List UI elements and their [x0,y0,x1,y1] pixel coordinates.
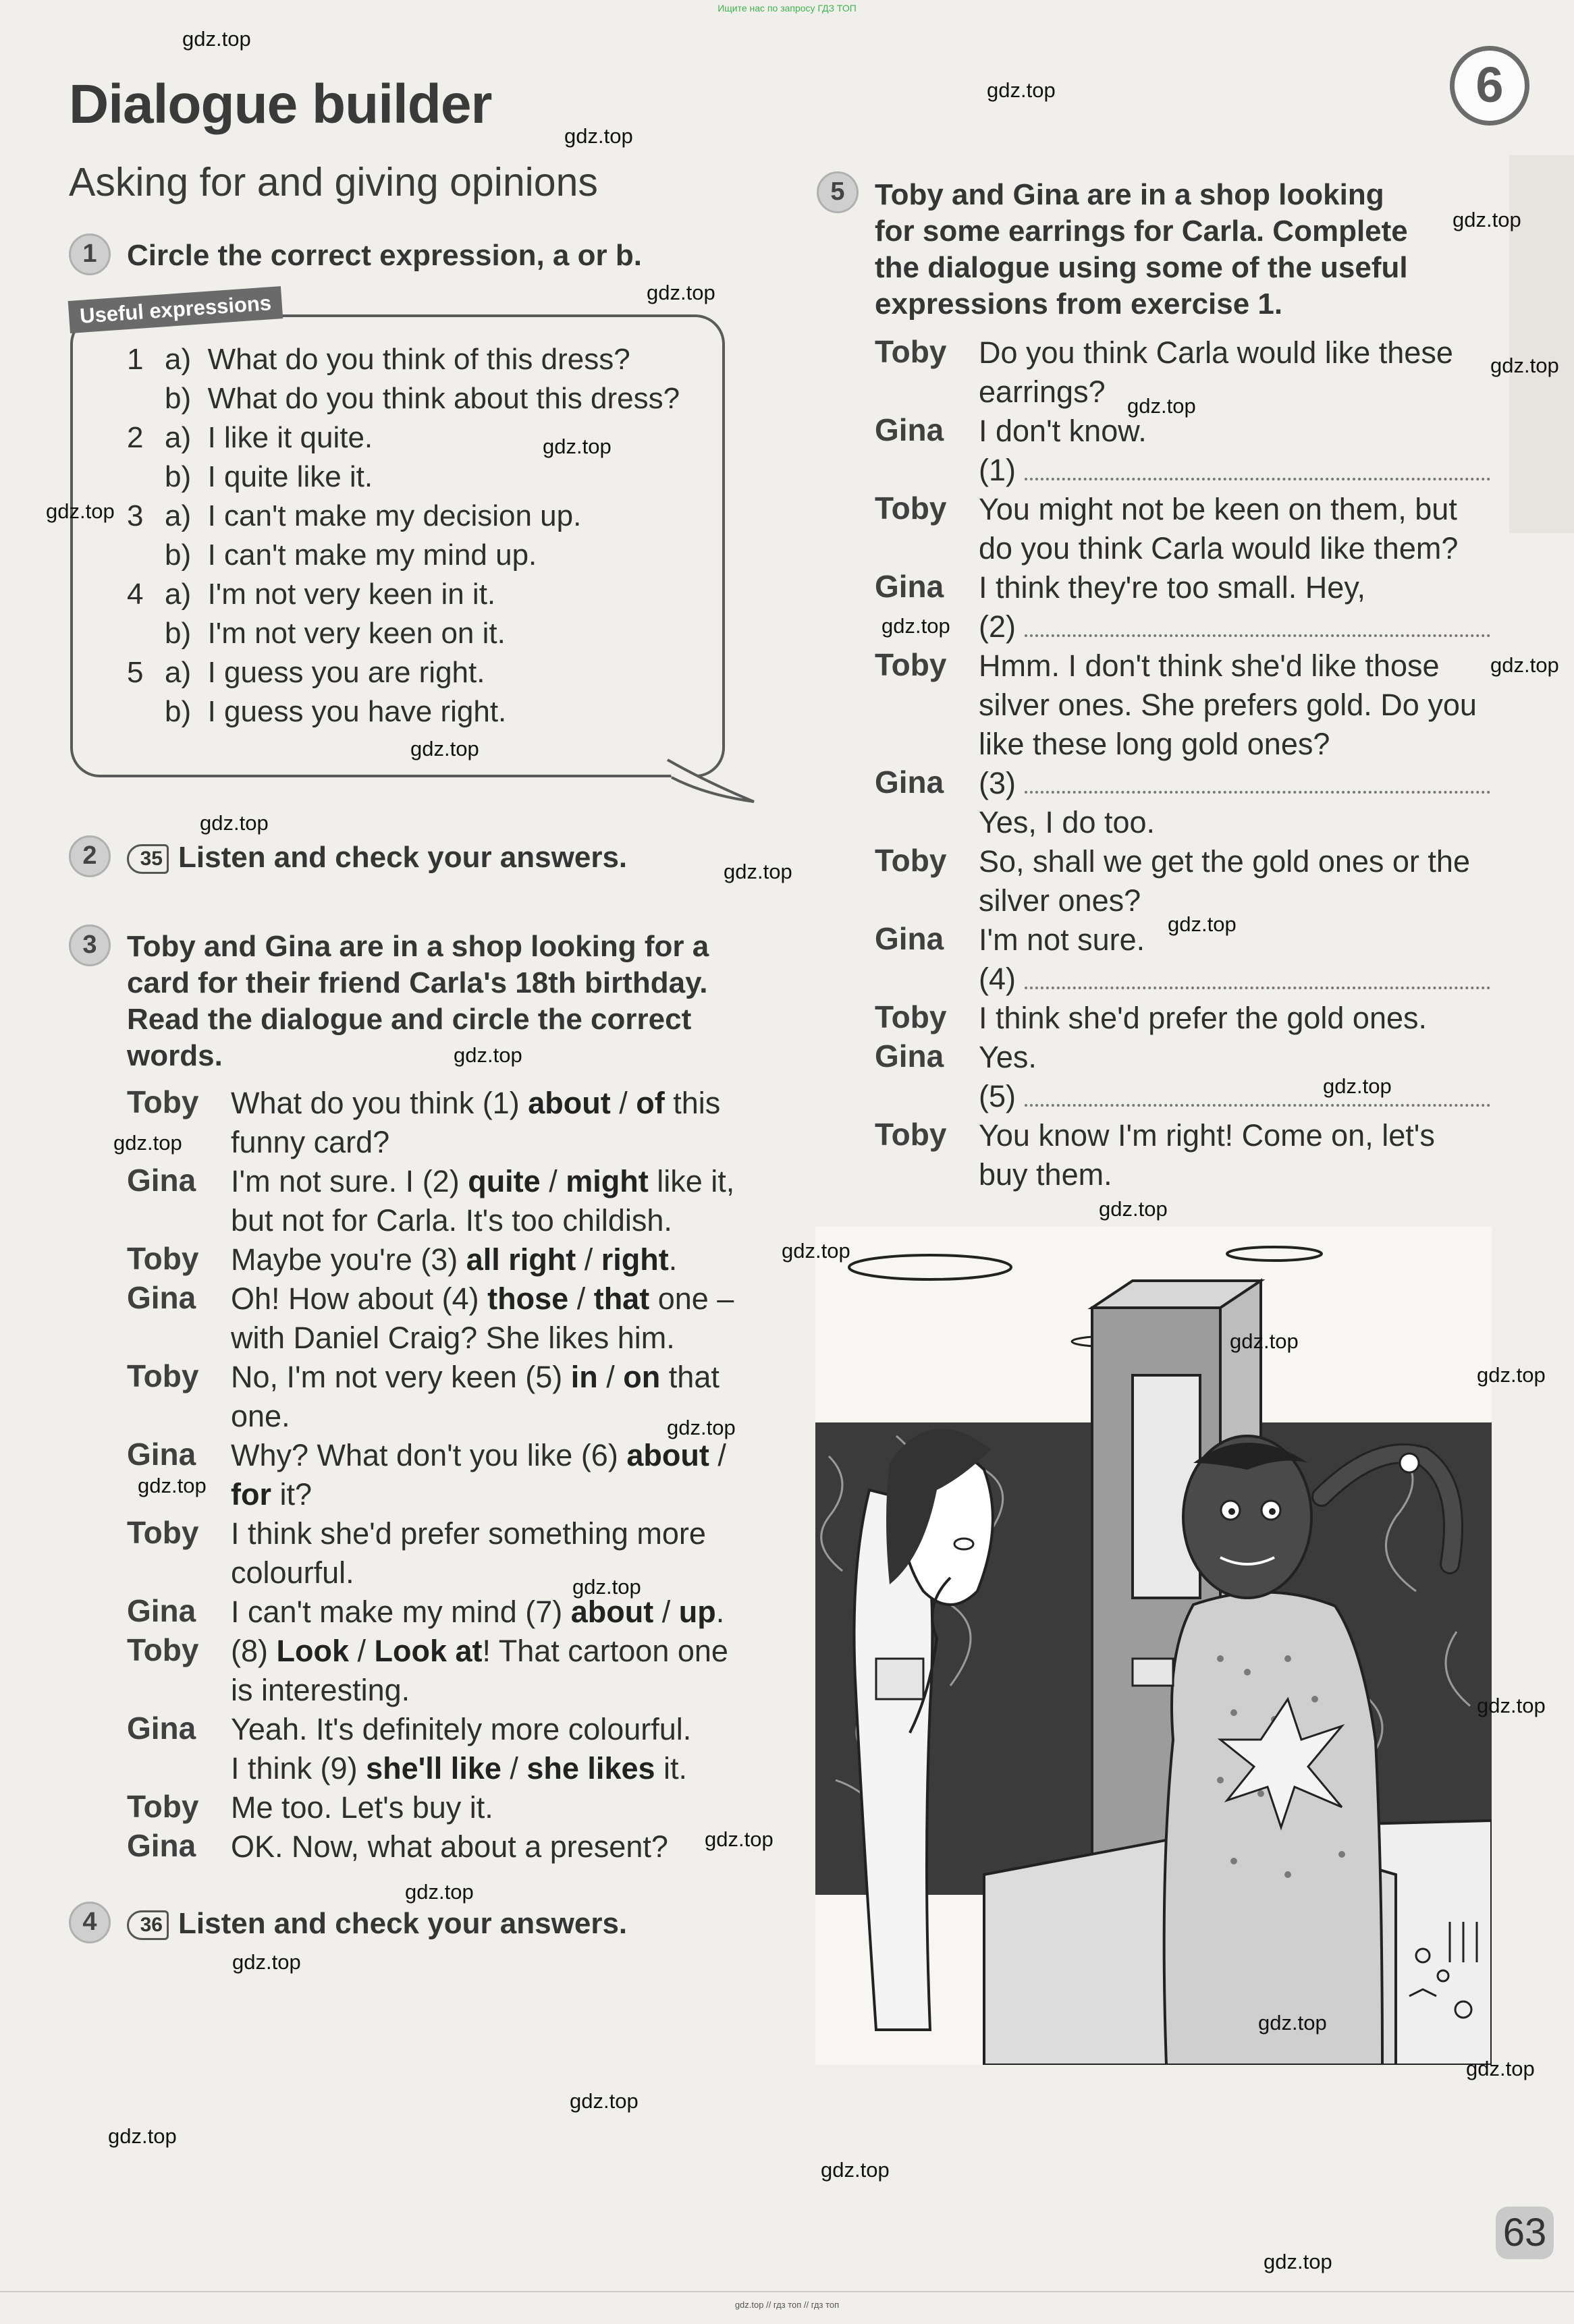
watermark: gdz.top [1127,394,1196,418]
speaker-name: Gina [875,921,944,956]
watermark: gdz.top [405,1880,474,1904]
exercise-heading: 36 Listen and check your answers. [127,1906,627,1942]
dialogue-line: I can't make my mind (7) about / up. [231,1595,725,1629]
speaker-name: Gina [875,412,944,447]
watermark: gdz.top [570,2089,639,2113]
answer-gap[interactable] [1025,964,1490,989]
shop-illustration [815,1227,1492,2065]
watermark: gdz.top [543,435,612,458]
watermark: gdz.top [564,124,633,148]
watermark: gdz.top [1323,1074,1392,1098]
dialogue-line: I think she'd prefer something more colourful. [231,1516,706,1590]
watermark: gdz.top [1477,1363,1546,1387]
dialogue-line: You know I'm right! Come on, let's buy them. [979,1118,1435,1192]
option-a: a) I can't make my decision up. [165,499,582,532]
exercise-number: 4 [69,1902,111,1943]
watermark: gdz.top [1258,2011,1327,2035]
exercise-heading: Circle the correct expression, a or b. [127,239,642,272]
exercise-heading: Toby and Gina are in a shop looking for some earrings for Carla. Complete the dialogue using some of the useful expressions from exercise 1. [875,178,1408,321]
dialogue-line: Yes. (5) [979,1038,1498,1116]
dialogue-line: Hmm. I don't think she'd like those silver ones. She prefers gold. Do you like these long gold ones? [979,648,1477,761]
watermark: gdz.top [881,614,950,638]
speaker-name: Toby [127,1632,199,1667]
dialogue-line: You might not be keen on them, but do you think Carla would like them? [979,492,1459,565]
watermark: gdz.top [108,2124,177,2148]
speaker-name: Toby [127,1515,199,1550]
option-b: b) I guess you have right. [165,695,507,728]
speaker-name: Gina [127,1593,196,1628]
option-number: 2 [127,421,144,454]
exercise-number: 1 [69,233,111,275]
audio-track-icon: 36 [127,1910,169,1940]
speaker-name: Toby [875,999,947,1034]
speaker-name: Toby [127,1789,199,1824]
watermark: gdz.top [232,1950,301,1974]
watermark: gdz.top [782,1239,850,1263]
option-a: a) What do you think of this dress? [165,343,630,376]
dialogue-line: Why? What don't you like (6) about / for it? [231,1438,726,1512]
option-b: b) What do you think about this dress? [165,382,680,415]
speaker-name: Toby [127,1241,199,1276]
speech-bubble-tail [665,754,759,808]
dialogue-line: So, shall we get the gold ones or the silver ones? [979,844,1470,918]
watermark: gdz.top [987,78,1056,102]
option-a: a) I like it quite. [165,421,373,454]
top-note: Ищите нас по запросу ГДЗ ТОП [717,3,857,13]
dialogue-line: No, I'm not very keen (5) in / on that one. [231,1360,720,1433]
watermark: gdz.top [113,1131,182,1155]
speaker-name: Toby [875,491,947,526]
exercise-heading: Toby and Gina are in a shop looking for a card for their friend Carla's 18th birthday. Read the dialogue and circle the correct words. [127,930,709,1072]
speaker-name: Gina [875,1039,944,1074]
watermark: gdz.top [1477,1694,1546,1717]
dialogue-line: What do you think (1) about / of this funny card? [231,1086,721,1159]
watermark: gdz.top [1490,653,1559,677]
dialogue-line: I think she'd prefer the gold ones. [979,1001,1428,1035]
speaker-name: Toby [875,647,947,682]
answer-gap[interactable] [1025,768,1490,794]
unit-badge: 6 [1450,46,1529,126]
watermark: gdz.top [667,1416,736,1439]
option-number: 1 [127,343,144,376]
watermark: gdz.top [1490,354,1559,377]
watermark: gdz.top [821,2158,890,2182]
useful-expressions-tag: Useful expressions [68,286,283,333]
dialogue-line: I think they're too small. Hey, (2) [979,568,1498,646]
option-b: b) I'm not very keen on it. [165,617,506,650]
speaker-name: Gina [127,1711,196,1746]
dialogue-line: Me too. Let's buy it. [231,1790,493,1825]
watermark: gdz.top [1264,2250,1332,2273]
speaker-name: Gina [875,569,944,604]
answer-gap[interactable] [1025,611,1490,637]
speaker-name: Gina [127,1437,196,1472]
watermark: gdz.top [46,499,115,523]
speaker-name: Gina [127,1163,196,1198]
option-number: 4 [127,578,144,611]
exercise-number: 5 [817,171,859,213]
dialogue-line: (8) Look / Look at! That cartoon one is interesting. [231,1634,728,1707]
answer-gap[interactable] [1025,1081,1490,1107]
option-a: a) I'm not very keen in it. [165,578,496,611]
watermark: gdz.top [724,860,792,883]
watermark: gdz.top [1168,912,1237,936]
dialogue-line: Yeah. It's definitely more colourful. I think (9) she'll like / she likes it. [231,1712,692,1786]
watermark: gdz.top [572,1575,641,1599]
audio-track-icon: 35 [127,844,169,874]
page-title: Dialogue builder [69,74,492,135]
watermark: gdz.top [647,281,715,304]
page-number: 63 [1496,2207,1554,2259]
watermark: gdz.top [1453,208,1521,231]
watermark: gdz.top [200,811,269,835]
page-subtitle: Asking for and giving opinions [69,160,598,204]
option-a: a) I guess you are right. [165,656,485,689]
speaker-name: Gina [127,1828,196,1863]
exercise-number: 3 [69,924,111,966]
dialogue-line: I don't know. (1) [979,412,1498,490]
bottom-note: gdz.top // гдз топ // гдз топ [734,2300,840,2310]
speaker-name: Toby [127,1358,199,1393]
exercise-heading: 35 Listen and check your answers. [127,839,627,876]
speaker-name: Toby [875,843,947,878]
dialogue-line: I'm not sure. (4) [979,920,1498,999]
dialogue-line: OK. Now, what about a present? [231,1829,668,1864]
watermark: gdz.top [410,737,479,760]
watermark: gdz.top [138,1474,207,1497]
watermark: gdz.top [454,1043,522,1067]
dialogue-line: Do you think Carla would like these earrings? [979,335,1453,409]
speaker-name: Gina [875,765,944,800]
speaker-name: Toby [875,1117,947,1152]
option-number: 5 [127,656,144,689]
exercise-number: 2 [69,835,111,877]
option-b: b) I can't make my mind up. [165,538,537,572]
bottom-rule [0,2291,1574,2292]
speaker-name: Gina [127,1280,196,1315]
dialogue-line: Maybe you're (3) all right / right. [231,1242,678,1277]
watermark: gdz.top [1466,2057,1535,2080]
watermark: gdz.top [705,1827,774,1851]
option-number: 3 [127,499,144,532]
option-b: b) I quite like it. [165,460,373,493]
watermark: gdz.top [1099,1197,1168,1221]
answer-gap[interactable] [1025,455,1490,480]
speaker-name: Toby [875,334,947,369]
watermark: gdz.top [182,27,251,51]
dialogue-line: Oh! How about (4) those / that one – with Daniel Craig? She likes him. [231,1281,734,1355]
speaker-name: Toby [127,1084,199,1119]
dialogue-line: (3) Yes, I do too. [979,764,1498,842]
watermark: gdz.top [1230,1329,1299,1353]
dialogue-line: I'm not sure. I (2) quite / might like it, but not for Carla. It's too childish. [231,1164,735,1238]
